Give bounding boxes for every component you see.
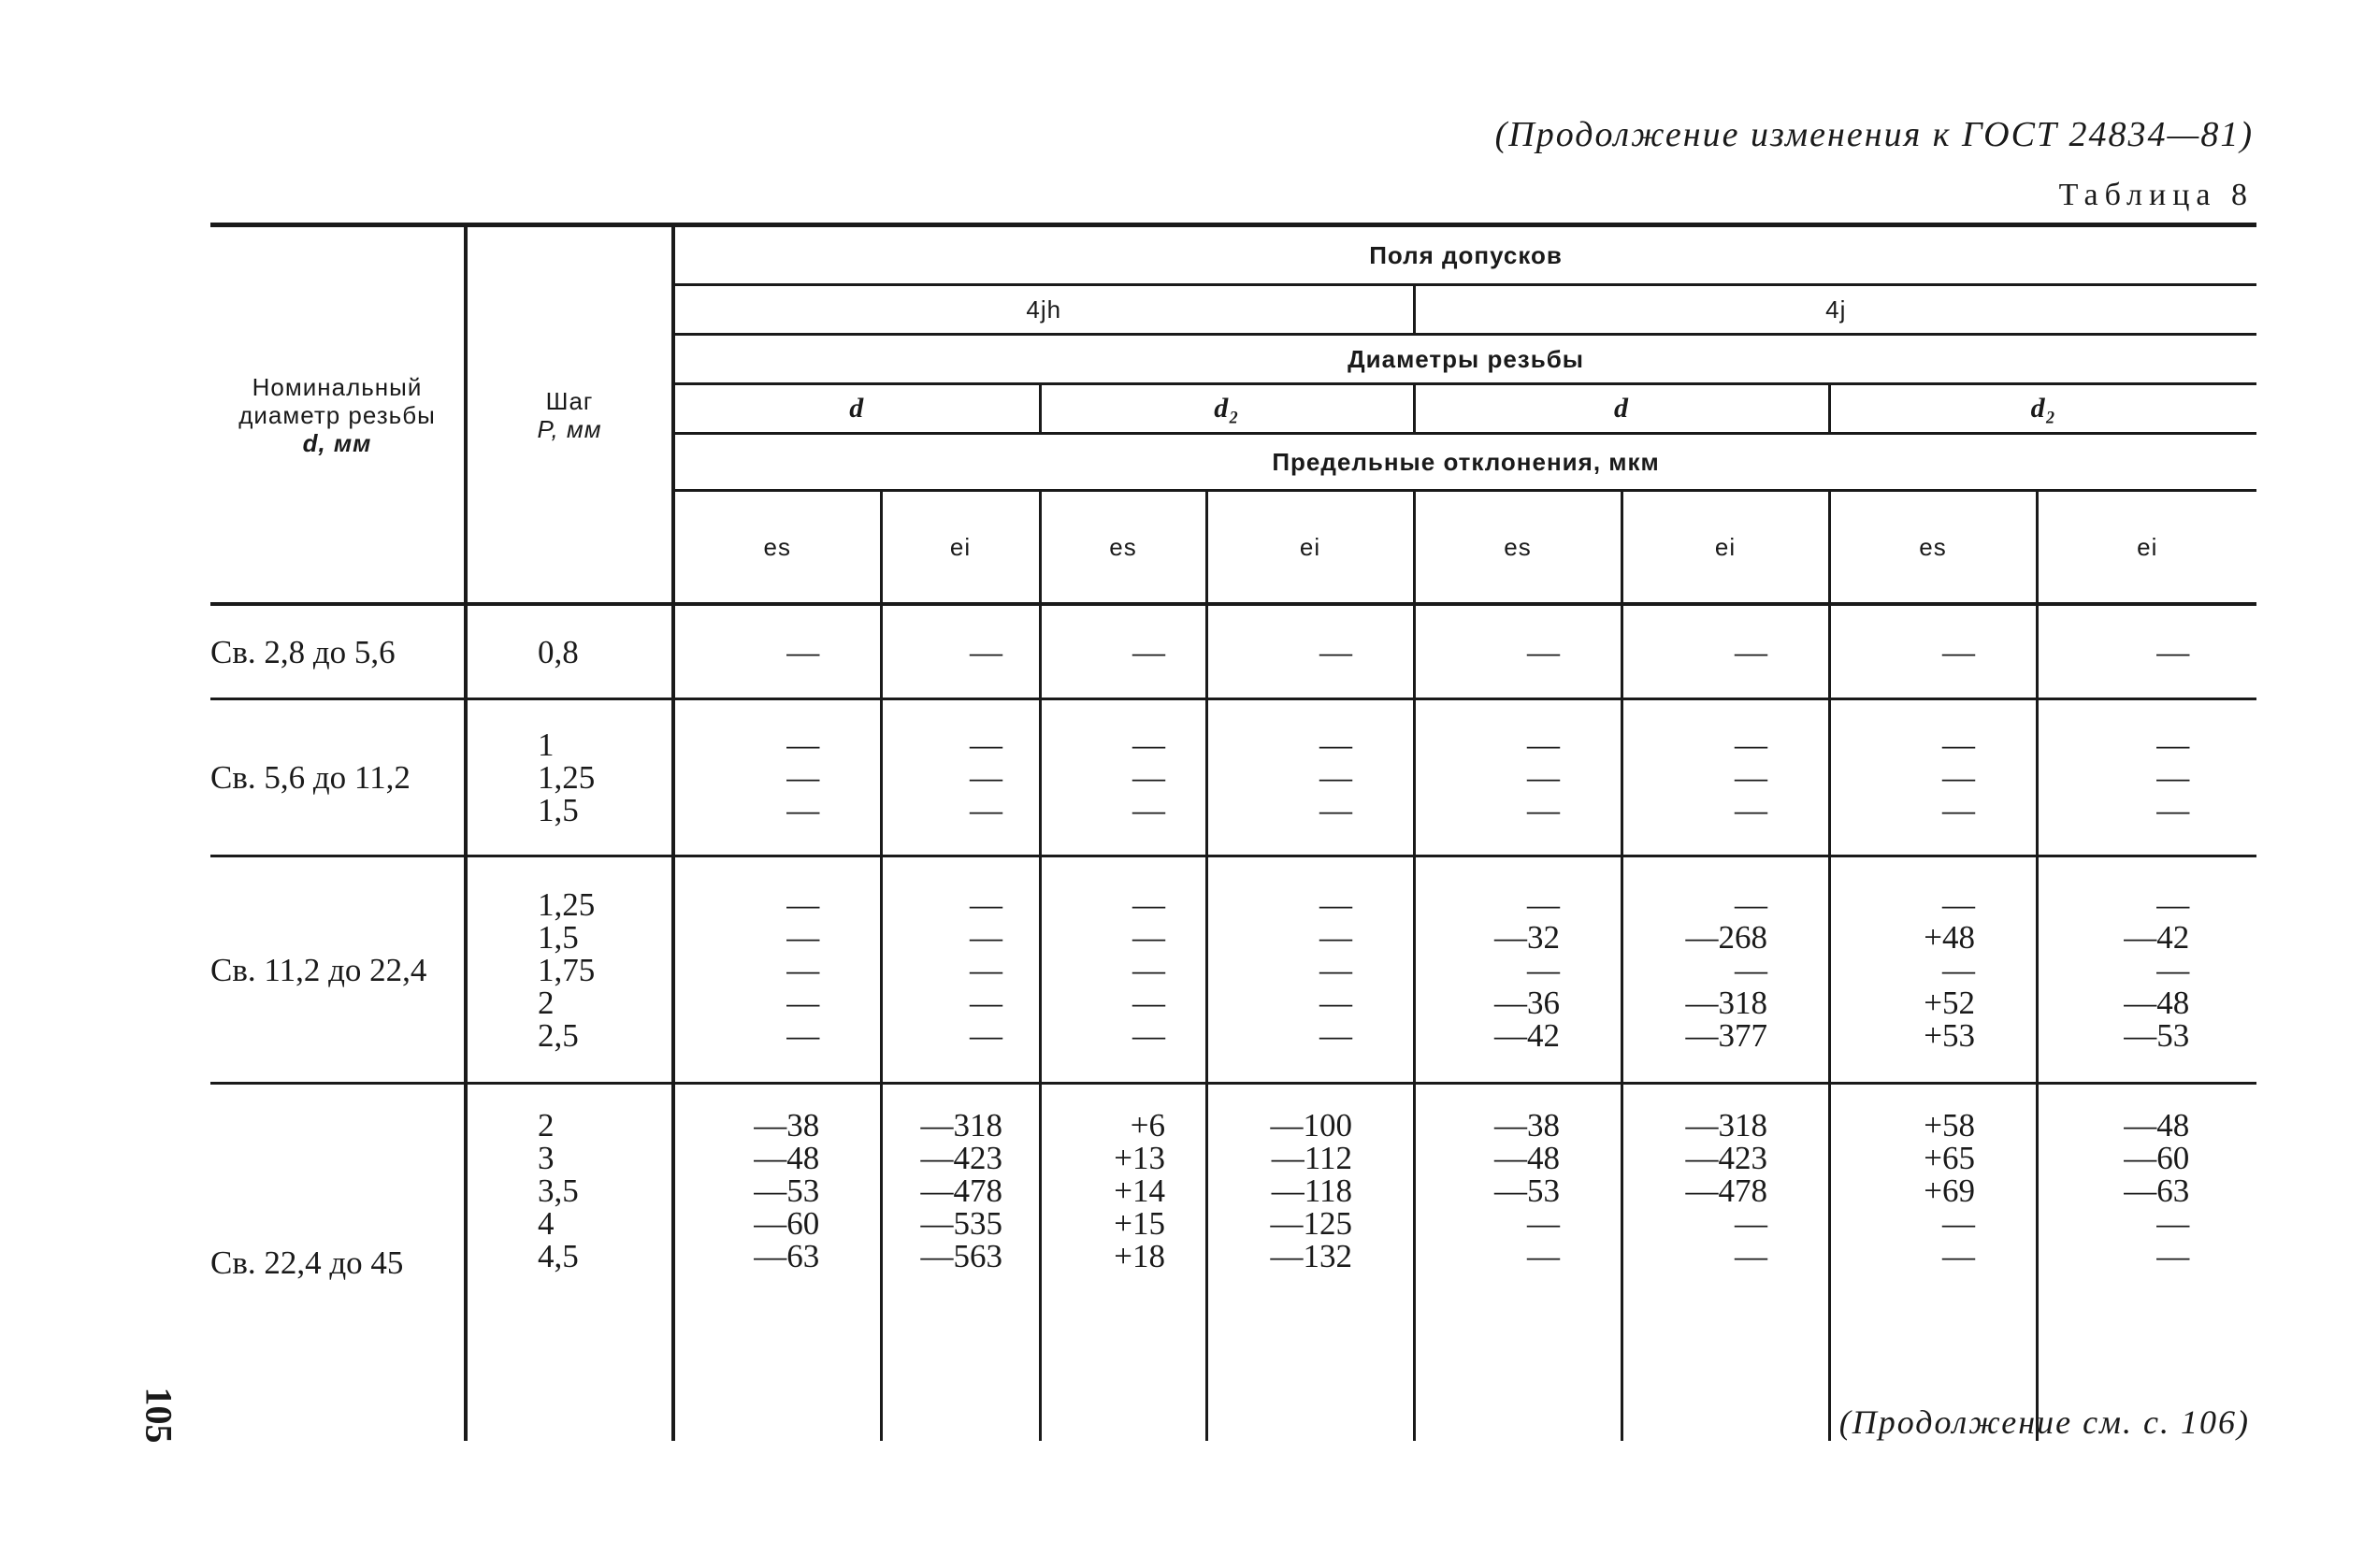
deviation-cell [1829,699,2037,856]
deviation-value: — [1942,726,1975,763]
deviation-value: — [1132,1016,1165,1054]
deviation-value: — [1942,792,1975,828]
deviation-value: — [970,633,1002,670]
step-value: 2,5 [538,1016,579,1054]
diameter-range-cell: Св. 2,8 до 5,6 [210,604,466,699]
step-value: 1,25 [538,759,596,796]
deviation-value: — [786,792,820,828]
step-value: 4 [538,1205,555,1242]
deviation-value: —535 [920,1205,1002,1242]
deviation-value: —132 [1270,1238,1352,1274]
deviation-cell [1206,604,1414,699]
deviation-cell [881,604,1040,699]
deviation-value: — [1735,792,1767,828]
deviation-value: —53 [1494,1172,1560,1209]
deviation-value: — [970,918,1002,956]
nominal-diameter-header: Номинальный диаметр резьбы d, мм [210,225,466,605]
deviation-value: — [1735,1205,1767,1242]
field-4j-header: 4j [1414,285,2256,335]
deviation-value: +18 [1114,1238,1165,1274]
deviation-value: — [1527,885,1560,923]
deviation-cell [1829,856,2037,1084]
deviation-value: — [1527,792,1560,828]
deviation-value: —112 [1271,1140,1352,1176]
deviation-value: +48 [1924,918,1975,956]
deviation-value: — [970,759,1002,796]
step-value: 2 [538,1107,555,1144]
deviation-value: +13 [1114,1140,1165,1176]
step-value: 3 [538,1140,555,1176]
step-value: 0,8 [538,633,579,670]
dev-col-4: ei [1206,491,1414,605]
deviation-value: —48 [2124,984,2190,1021]
deviation-value: — [1527,1238,1560,1274]
deviation-value: —318 [920,1107,1002,1144]
diameter-range-cell: Св. 11,2 до 22,4 [210,856,466,1084]
deviation-value: — [1132,633,1165,670]
deviation-value: — [1132,951,1165,988]
deviation-value: +14 [1114,1172,1165,1209]
diameter-range-cell: Св. 22,4 до 45 [210,1244,404,1281]
deviation-value: — [1527,951,1560,988]
deviation-value: — [1735,1238,1767,1274]
deviation-value: — [786,885,820,923]
deviation-value: — [2156,633,2190,670]
diameter-d2-4j: d₂ [1829,384,2256,434]
deviation-cell [1622,604,1829,699]
table-label: Таблица 8 [2058,178,2254,212]
deviation-value: — [1942,1205,1975,1242]
deviation-cell [1040,699,1206,856]
deviation-cell [2037,856,2256,1084]
deviation-value: —38 [754,1107,820,1144]
dev-col-8: ei [2037,491,2256,605]
deviation-cell [1414,856,1622,1084]
deviation-value: —60 [754,1205,820,1242]
deviation-cell [1829,1084,2037,1442]
deviation-value: — [786,759,820,796]
deviation-value: — [1527,1205,1560,1242]
deviation-value: +69 [1924,1172,1975,1209]
deviation-value: +58 [1924,1107,1975,1144]
deviation-cell [1040,604,1206,699]
dev-col-6: ei [1622,491,1829,605]
deviation-cell [1040,1084,1206,1442]
deviation-value: — [1132,726,1165,763]
deviation-cell [673,604,881,699]
deviation-value: +15 [1114,1205,1165,1242]
deviation-cell [1622,856,1829,1084]
step-value: 1,25 [538,885,596,923]
deviation-value: — [2156,792,2190,828]
deviation-value: — [2156,885,2190,923]
dev-col-3: es [1040,491,1206,605]
deviation-cell [1414,699,1622,856]
deviation-cell [1206,699,1414,856]
deviation-cell [881,1084,1040,1442]
deviation-value: —423 [920,1140,1002,1176]
table-body [210,604,2256,1441]
deviation-value: — [1319,633,1352,670]
deviation-value: — [786,726,820,763]
deviation-cell [1622,1084,1829,1442]
deviation-value: —318 [1685,984,1767,1021]
deviation-value: — [1527,633,1560,670]
deviation-value: —318 [1685,1107,1767,1144]
dev-col-7: es [1829,491,2037,605]
deviation-value: — [1735,759,1767,796]
page-number: 105 [137,1387,180,1444]
deviation-value: —53 [2124,1016,2190,1054]
deviation-value: — [1319,759,1352,796]
deviation-value: — [2156,1238,2190,1274]
deviation-cell [2037,699,2256,856]
deviation-value: — [1735,726,1767,763]
deviation-value: —377 [1685,1016,1767,1054]
deviation-value: — [1942,885,1975,923]
diameter-d-4j: d [1414,384,1829,434]
deviation-value: —63 [754,1238,820,1274]
dev-col-2: ei [881,491,1040,605]
deviation-value: — [786,984,820,1021]
deviation-cell [673,856,881,1084]
deviation-value: — [1319,792,1352,828]
step-value: 3,5 [538,1172,579,1209]
deviation-value: — [1319,951,1352,988]
deviation-cell [881,699,1040,856]
deviation-value: —423 [1685,1140,1767,1176]
deviation-value: — [2156,1205,2190,1242]
deviation-value: —48 [754,1140,820,1176]
deviation-value: —36 [1494,984,1560,1021]
limit-deviations-header: Предельные отклонения, мкм [673,434,2256,491]
deviation-value: —125 [1270,1205,1352,1242]
deviation-value: — [1132,792,1165,828]
deviation-value: — [786,1016,820,1054]
deviation-value: +65 [1924,1140,1975,1176]
deviation-value: — [1319,726,1352,763]
deviation-value: —42 [1494,1016,1560,1054]
deviation-value: —118 [1271,1172,1352,1209]
deviation-value: —42 [2124,918,2190,956]
deviation-value: — [1132,885,1165,923]
deviation-cell [1414,1084,1622,1442]
step-cell [466,604,673,699]
deviation-value: — [1735,633,1767,670]
field-4jh-header: 4jh [673,285,1414,335]
deviation-cell [2037,1084,2256,1442]
table-row [210,699,2256,856]
deviation-value: —63 [2124,1172,2190,1209]
diameter-range-cell: Св. 5,6 до 11,2 [210,699,466,856]
step-cell [466,856,673,1084]
table-row [210,604,2256,699]
step-value: 1 [538,726,555,763]
step-header: Шаг P, мм [466,225,673,605]
deviation-value: +53 [1924,1016,1975,1054]
deviation-value: —268 [1685,918,1767,956]
deviation-value: — [2156,951,2190,988]
deviation-value: — [970,984,1002,1021]
step-cell [466,1084,673,1442]
deviation-value: — [970,885,1002,923]
tolerance-fields-header: Поля допусков [673,225,2256,285]
deviation-value: — [786,918,820,956]
deviation-value: — [2156,759,2190,796]
step-value: 1,75 [538,951,596,988]
deviation-value: —100 [1270,1107,1352,1144]
dev-col-1: es [673,491,881,605]
deviation-value: — [1735,951,1767,988]
deviation-value: — [1319,885,1352,923]
step-cell [466,699,673,856]
deviation-value: —478 [920,1172,1002,1209]
deviation-value: — [1319,984,1352,1021]
continuation-footer-note: (Продолжение см. с. 106) [1838,1403,2250,1441]
deviation-value: — [970,726,1002,763]
deviation-cell [673,699,881,856]
deviation-cell [1622,699,1829,856]
deviation-cell [1206,1084,1414,1442]
deviation-value: — [1132,984,1165,1021]
deviation-value: — [786,951,820,988]
deviation-value: —53 [754,1172,820,1209]
deviation-value: — [1942,759,1975,796]
deviation-value: — [1132,759,1165,796]
deviation-value: — [1319,1016,1352,1054]
deviation-value: —48 [1494,1140,1560,1176]
deviation-value: — [1527,726,1560,763]
deviation-value: —60 [2124,1140,2190,1176]
deviation-cell [1829,604,2037,699]
tolerance-table [210,223,2256,1441]
deviation-value: — [970,792,1002,828]
deviation-value: —478 [1685,1172,1767,1209]
deviation-value: — [1319,918,1352,956]
deviation-value: — [1942,633,1975,670]
thread-diameters-header: Диаметры резьбы [673,335,2256,384]
deviation-cell [673,1084,881,1442]
step-value: 2 [538,984,555,1021]
deviation-value: — [970,951,1002,988]
step-value: 1,5 [538,918,579,956]
deviation-cell [1040,856,1206,1084]
deviation-cell [2037,604,2256,699]
deviation-value: —38 [1494,1107,1560,1144]
deviation-value: +6 [1130,1107,1165,1144]
deviation-value: — [1942,1238,1975,1274]
deviation-cell [881,856,1040,1084]
deviation-value: —48 [2124,1107,2190,1144]
deviation-value: —563 [920,1238,1002,1274]
deviation-cell [1414,604,1622,699]
table-row [210,856,2256,1084]
deviation-value: — [786,633,820,670]
deviation-value: —32 [1494,918,1560,956]
diameter-d-4jh: d [673,384,1040,434]
step-value: 4,5 [538,1238,579,1274]
diameter-d2-4jh: d₂ [1040,384,1414,434]
deviation-value: — [2156,726,2190,763]
table-row [210,1084,2256,1442]
deviation-cell [1206,856,1414,1084]
deviation-value: — [1132,918,1165,956]
dev-col-5: es [1414,491,1622,605]
deviation-value: — [1735,885,1767,923]
deviation-value: — [1527,759,1560,796]
continuation-header-note: (Продолжение изменения к ГОСТ 24834—81) [1494,115,2254,154]
deviation-value: — [970,1016,1002,1054]
deviation-value: +52 [1924,984,1975,1021]
deviation-value: — [1942,951,1975,988]
step-value: 1,5 [538,792,579,828]
